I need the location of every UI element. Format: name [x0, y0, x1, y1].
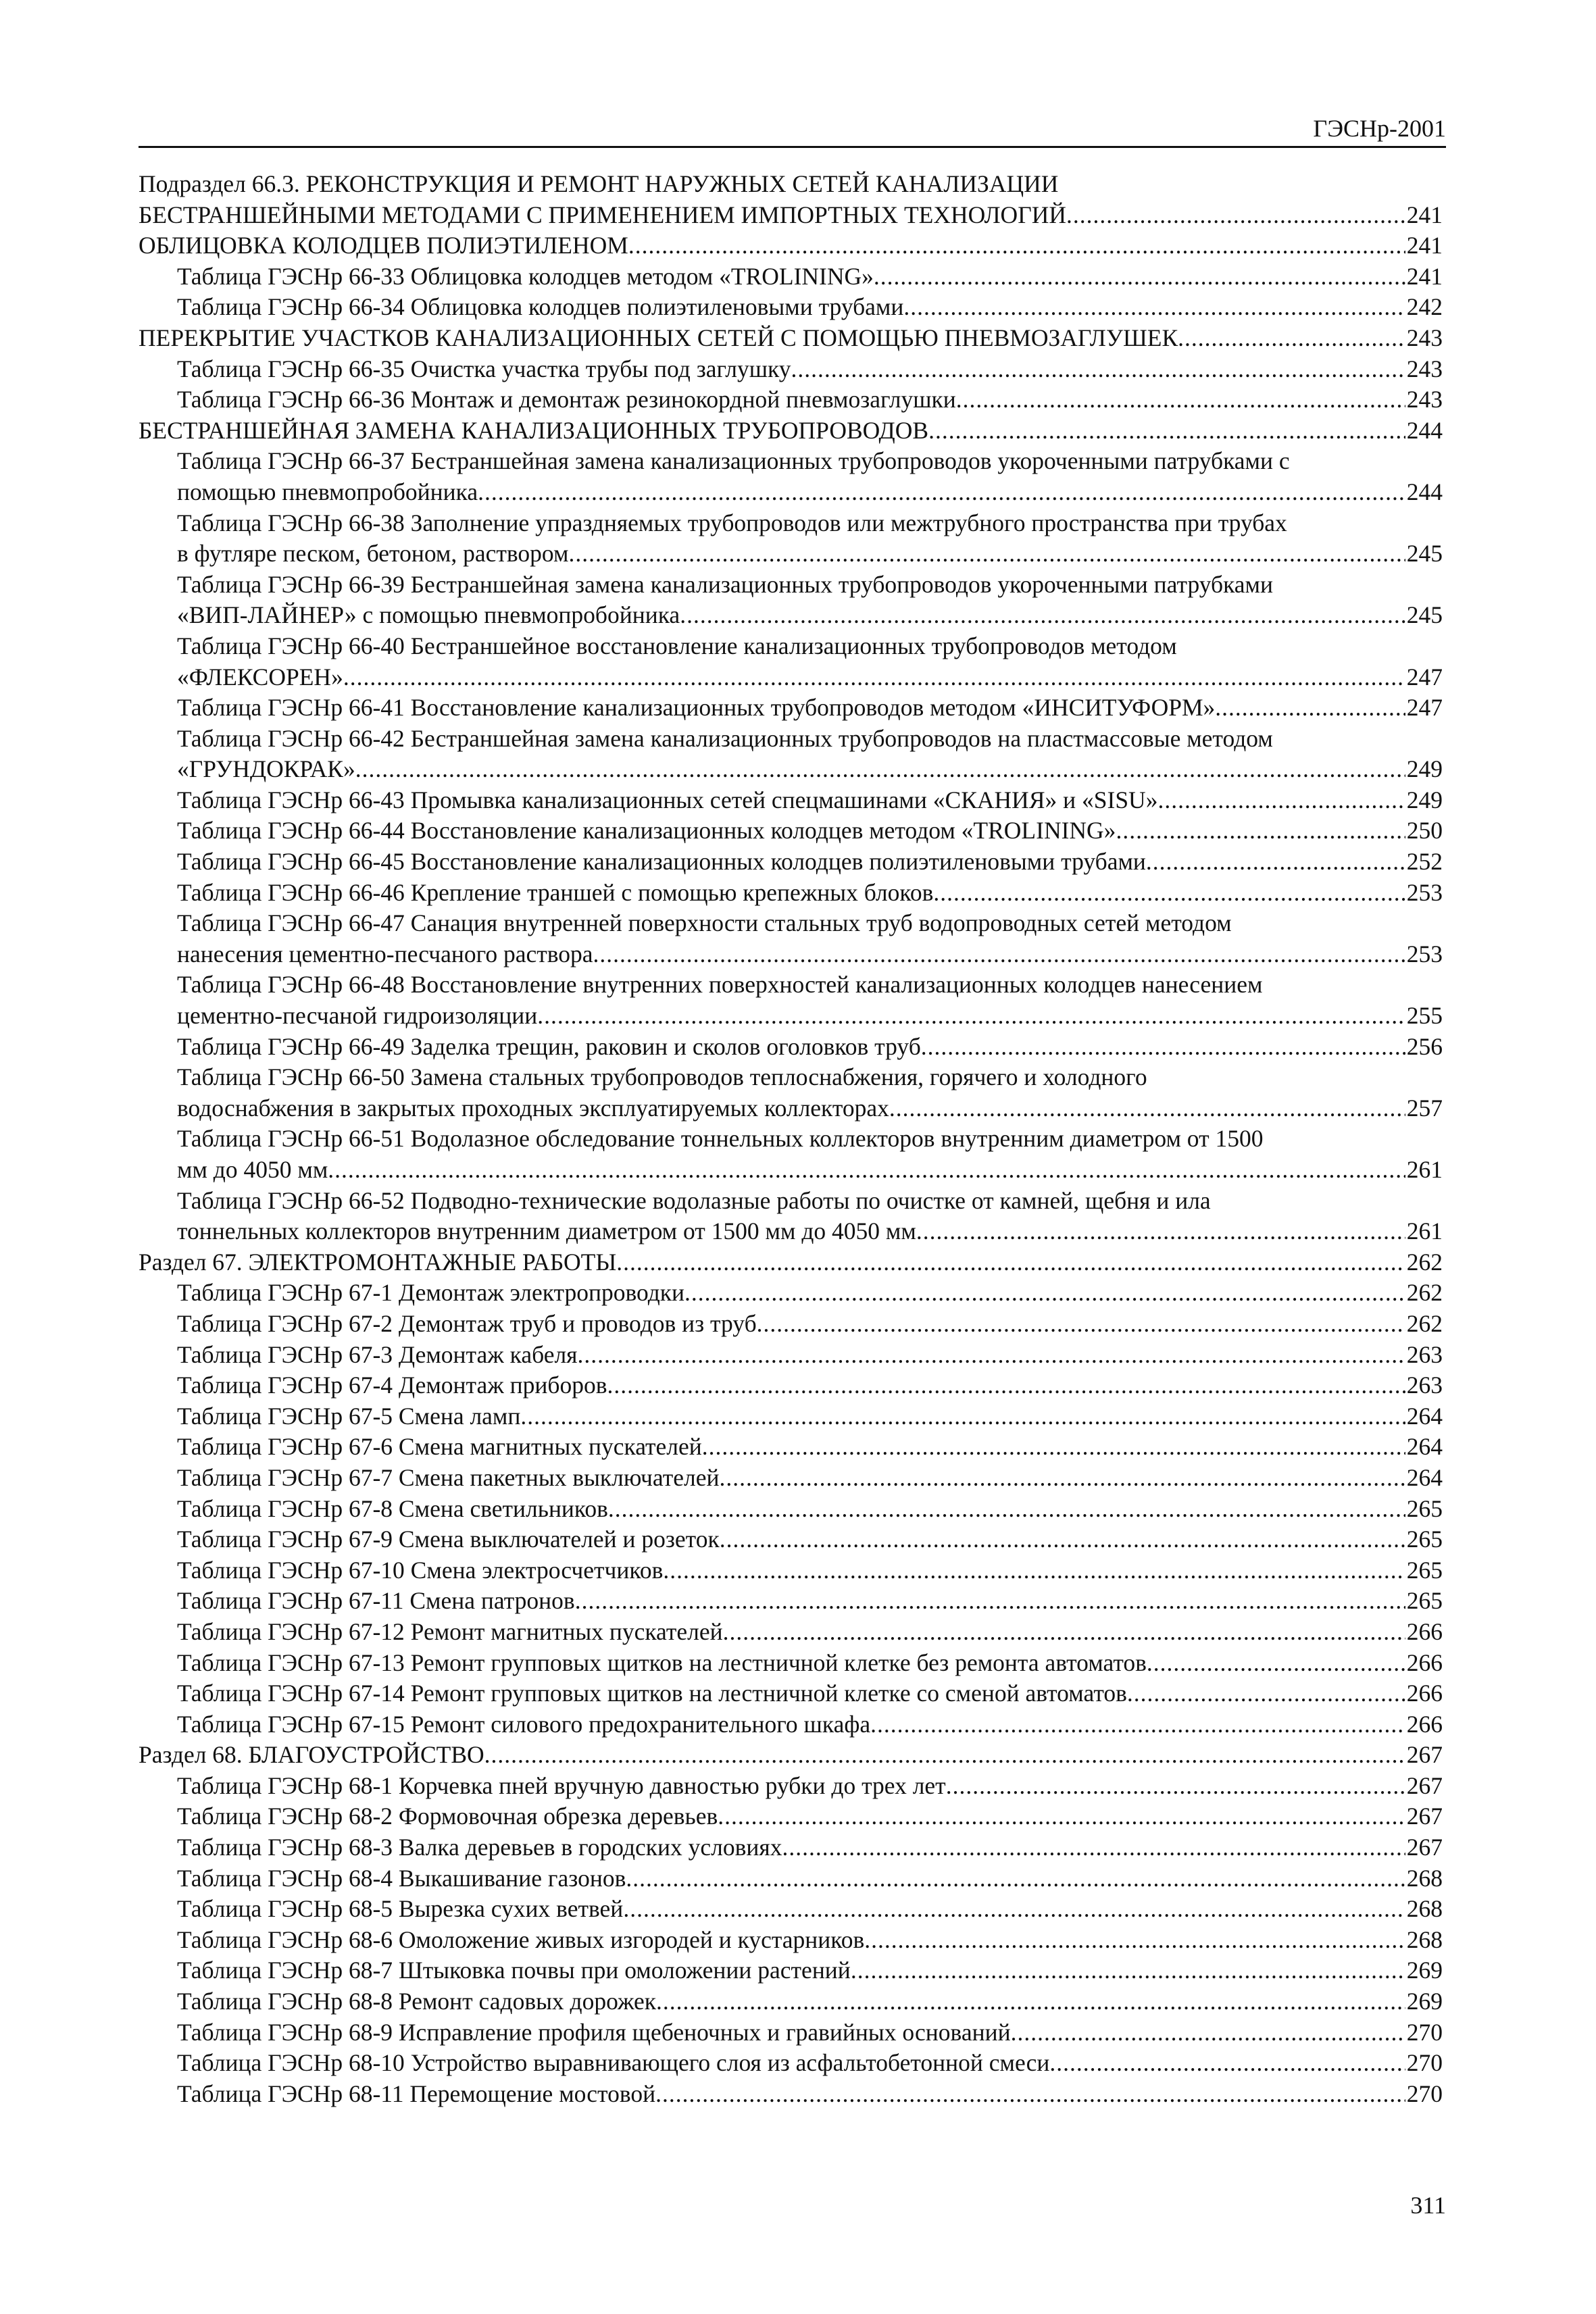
toc-entry-line [177, 878, 1443, 909]
toc-entry-page-number: 265 [1406, 1526, 1443, 1553]
toc-table-entry[interactable] [139, 292, 1443, 323]
dot-leader [1011, 2017, 1405, 2048]
toc-entry-page-number: 247 [1406, 663, 1443, 690]
toc-table-entry[interactable] [139, 1678, 1443, 1709]
dot-leader [889, 1093, 1405, 1124]
toc-entry-title: Раздел 68. БЛАГОУСТРОЙСТВО [139, 1741, 484, 1769]
toc-table-entry[interactable] [139, 631, 1443, 693]
toc-entry-title: «ВИП-ЛАЙНЕР» с помощью пневмопробойника [177, 601, 680, 629]
toc-entry-line [177, 600, 1443, 631]
dot-leader [607, 1370, 1405, 1401]
toc-table-entry[interactable] [139, 2079, 1443, 2110]
toc-entry-line [177, 939, 1443, 970]
toc-entry-page-number: 250 [1406, 817, 1443, 845]
toc-entry-title: помощью пневмопробойника [177, 478, 478, 505]
dot-leader [864, 1925, 1405, 1956]
toc-entry-page-number: 261 [1406, 1217, 1443, 1245]
toc-entry-title: Раздел 67. ЭЛЕКТРОМОНТАЖНЫЕ РАБОТЫ [139, 1248, 617, 1276]
toc-entry-title: Таблица ГЭСНр 68-1 Корчевка пней вручную давностью рубки до трех лет [177, 1771, 946, 1799]
toc-entry-line [177, 754, 1443, 785]
toc-entry-line [177, 1001, 1443, 1032]
toc-entry-title: Таблица ГЭСНр 67-10 Смена электросчетчиков [177, 1556, 664, 1584]
toc-entry-page-number: 256 [1406, 1032, 1443, 1060]
toc-entry-line [177, 1986, 1443, 2017]
toc-table-entry[interactable] [139, 724, 1443, 785]
toc-entry-page-number: 270 [1406, 2018, 1443, 2046]
toc-entry-line [177, 2048, 1443, 2079]
toc-section-entry[interactable] [139, 323, 1443, 354]
toc-section-entry[interactable] [139, 230, 1443, 261]
toc-entry-page-number: 263 [1406, 1340, 1443, 1368]
dot-leader [537, 1001, 1405, 1032]
toc-table-entry[interactable] [139, 1863, 1443, 1894]
toc-entry-line [177, 662, 1443, 693]
toc-entry-title: Таблица ГЭСНр 66-44 Восстановление канализационных колодцев методом «TROLINING» [177, 817, 1116, 845]
toc-table-entry[interactable] [139, 693, 1443, 724]
toc-table-entry[interactable] [139, 1955, 1443, 1986]
toc-entry-line [177, 1894, 1443, 1925]
dot-leader [680, 600, 1405, 631]
toc-entry-title: Таблица ГЭСНр 68-8 Ремонт садовых дорожек [177, 1988, 657, 2015]
toc-entry-page-number: 241 [1406, 232, 1443, 259]
toc-entry-line [177, 292, 1443, 323]
toc-entry-page-number: 249 [1406, 755, 1443, 783]
toc-entry-text-line: Таблица ГЭСНр 66-42 Бестраншейная замена канализационных трубопроводов на пластмассовые методом [177, 724, 1273, 752]
toc-table-entry[interactable] [139, 384, 1443, 416]
toc-entry-page-number: 245 [1406, 601, 1443, 629]
toc-entry-text-line: Таблица ГЭСНр 66-52 Подводно-технические водолазные работы по очистке от камней, щебня и ила [177, 1186, 1211, 1214]
dot-leader [956, 384, 1405, 416]
running-header-title: ГЭСНр-2001 [1313, 115, 1446, 142]
toc-entry-line [177, 815, 1443, 847]
toc-entry-title: Таблица ГЭСНр 66-36 Монтаж и демонтаж резинокордной пневмозаглушки [177, 386, 956, 413]
toc-entry-title: «ГРУНДОКРАК» [177, 755, 355, 783]
dot-leader [343, 662, 1405, 693]
toc-table-entry[interactable] [139, 1894, 1443, 1925]
toc-table-entry[interactable] [139, 1771, 1443, 1802]
toc-entry-line [177, 1863, 1443, 1894]
toc-entry-page-number: 269 [1406, 1957, 1443, 1984]
toc-entry-line [177, 1678, 1443, 1709]
toc-entry-title: ПЕРЕКРЫТИЕ УЧАСТКОВ КАНАЛИЗАЦИОННЫХ СЕТЕЙ С ПОМОЩЬЮ ПНЕВМОЗАГЛУШЕК [139, 324, 1178, 351]
toc-entry-title: БЕСТРАНШЕЙНЫМИ МЕТОДАМИ С ПРИМЕНЕНИЕМ ИМПОРТНЫХ ТЕХНОЛОГИЙ [139, 201, 1066, 228]
toc-entry-page-number: 264 [1406, 1463, 1443, 1491]
toc-table-entry[interactable] [139, 1062, 1443, 1124]
dot-leader [1116, 815, 1405, 847]
toc-entry-page-number: 243 [1406, 386, 1443, 413]
toc-entry-line [177, 2079, 1443, 2110]
toc-entry-page-number: 241 [1406, 262, 1443, 290]
toc-entry-line [177, 1278, 1443, 1309]
toc-entry-text-line: Таблица ГЭСНр 66-38 Заполнение упраздняемых трубопроводов или межтрубного пространства при трубах [177, 509, 1287, 536]
toc-entry-line [177, 1340, 1443, 1371]
toc-entry-line [177, 1801, 1443, 1832]
dot-leader [1066, 200, 1405, 231]
toc-entry-page-number: 265 [1406, 1587, 1443, 1615]
toc-entry-line [177, 1925, 1443, 1956]
toc-entry-page-number: 249 [1406, 786, 1443, 813]
dot-leader [478, 477, 1405, 508]
toc-entry-title: ОБЛИЦОВКА КОЛОДЦЕВ ПОЛИЭТИЛЕНОМ [139, 232, 628, 259]
toc-entry-title: Таблица ГЭСНр 68-7 Штыковка почвы при омоложении растений [177, 1957, 851, 1984]
toc-entry-line [177, 477, 1443, 508]
header-rule [139, 146, 1446, 148]
toc-entry-title: Таблица ГЭСНр 68-9 Исправление профиля щебеночных и гравийных оснований [177, 2018, 1011, 2046]
toc-entry-title: Таблица ГЭСНр 67-6 Смена магнитных пускателей [177, 1433, 702, 1461]
dot-leader [593, 939, 1405, 970]
toc-entry-title: Таблица ГЭСНр 67-9 Смена выключателей и розеток [177, 1526, 720, 1553]
toc-table-entry[interactable] [139, 1340, 1443, 1371]
toc-entry-page-number: 252 [1406, 848, 1443, 876]
toc-section-entry[interactable] [139, 169, 1443, 230]
dot-leader [1146, 847, 1405, 878]
toc-table-entry[interactable] [139, 1648, 1443, 1679]
toc-entry-page-number: 266 [1406, 1649, 1443, 1676]
table-of-contents [139, 169, 1443, 2109]
toc-entry-page-number: 265 [1406, 1556, 1443, 1584]
toc-entry-page-number: 267 [1406, 1803, 1443, 1830]
dot-leader [702, 1432, 1405, 1463]
toc-entry-line [177, 847, 1443, 878]
toc-entry-line [177, 538, 1443, 570]
toc-table-entry[interactable] [139, 1463, 1443, 1494]
toc-entry-title: Таблица ГЭСНр 68-3 Валка деревьев в городских условиях [177, 1834, 782, 1861]
toc-entry-line [177, 1370, 1443, 1401]
toc-entry-title: Таблица ГЭСНр 66-45 Восстановление канализационных колодцев полиэтиленовыми трубами [177, 848, 1146, 876]
toc-entry-page-number: 257 [1406, 1094, 1443, 1122]
toc-entry-title: мм до 4050 мм [177, 1156, 328, 1183]
toc-table-entry[interactable] [139, 1124, 1443, 1185]
toc-entry-title: Таблица ГЭСНр 66-49 Заделка трещин, раковин и сколов оголовков труб [177, 1032, 921, 1060]
toc-entry-page-number: 268 [1406, 1895, 1443, 1923]
toc-table-entry[interactable] [139, 785, 1443, 816]
toc-table-entry[interactable] [139, 2017, 1443, 2048]
dot-leader [655, 2079, 1405, 2110]
toc-entry-title: Таблица ГЭСНр 66-43 Промывка канализационных сетей спецмашинами «СКАНИЯ» и «SISU» [177, 786, 1158, 813]
toc-entry-page-number: 253 [1406, 940, 1443, 967]
dot-leader [578, 1340, 1405, 1371]
toc-entry-page-number: 265 [1406, 1494, 1443, 1522]
toc-entry-line [177, 785, 1443, 816]
toc-entry-title: Таблица ГЭСНр 68-11 Перемощение мостовой [177, 2080, 656, 2107]
dot-leader [663, 1555, 1405, 1586]
toc-entry-page-number: 241 [1406, 201, 1443, 228]
toc-table-entry[interactable] [139, 908, 1443, 970]
toc-entry-page-number: 267 [1406, 1771, 1443, 1799]
toc-table-entry[interactable] [139, 446, 1443, 507]
toc-entry-title: Таблица ГЭСНр 68-6 Омоложение живых изгородей и кустарников [177, 1926, 865, 1953]
toc-entry-line [177, 1524, 1443, 1555]
toc-entry-line [177, 1494, 1443, 1525]
toc-table-entry[interactable] [139, 970, 1443, 1031]
dot-leader [1147, 1648, 1405, 1679]
toc-entry-page-number: 264 [1406, 1402, 1443, 1430]
toc-entry-text-line: Таблица ГЭСНр 66-40 Бестраншейное восстановление канализационных трубопроводов методом [177, 632, 1177, 659]
toc-entry-page-number: 242 [1406, 293, 1443, 321]
dot-leader [933, 878, 1405, 909]
dot-leader [656, 1986, 1405, 2017]
toc-entry-page-number: 267 [1406, 1741, 1443, 1769]
toc-table-entry[interactable] [139, 1709, 1443, 1740]
toc-section-entry[interactable] [139, 416, 1443, 447]
dot-leader [720, 1524, 1405, 1555]
toc-entry-title: Таблица ГЭСНр 67-1 Демонтаж электропроводки [177, 1279, 684, 1307]
dot-leader [616, 1247, 1405, 1278]
toc-table-entry[interactable] [139, 1401, 1443, 1432]
dot-leader [684, 1278, 1405, 1309]
toc-entry-line [177, 1648, 1443, 1679]
toc-entry-text-line: Таблица ГЭСНр 66-48 Восстановление внутренних поверхностей канализационных колодцев нанесением [177, 971, 1263, 999]
toc-entry-title: Таблица ГЭСНр 67-7 Смена пакетных выключателей [177, 1463, 720, 1491]
toc-entry-page-number: 253 [1406, 878, 1443, 906]
toc-entry-title: Таблица ГЭСНр 67-4 Демонтаж приборов [177, 1372, 607, 1399]
toc-entry-line [139, 230, 1443, 261]
toc-entry-page-number: 266 [1406, 1710, 1443, 1738]
toc-entry-page-number: 270 [1406, 2049, 1443, 2077]
toc-entry-page-number: 245 [1406, 540, 1443, 568]
toc-entry-page-number: 267 [1406, 1834, 1443, 1861]
dot-leader [718, 1801, 1405, 1832]
toc-table-entry[interactable] [139, 1586, 1443, 1617]
toc-table-entry[interactable] [139, 1801, 1443, 1832]
toc-entry-line [177, 1432, 1443, 1463]
toc-table-entry[interactable] [139, 878, 1443, 909]
toc-table-entry[interactable] [139, 1617, 1443, 1648]
dot-leader [623, 1894, 1405, 1925]
toc-entry-page-number: 243 [1406, 355, 1443, 382]
toc-entry-page-number: 264 [1406, 1433, 1443, 1461]
dot-leader [791, 354, 1405, 385]
toc-table-entry[interactable] [139, 1032, 1443, 1063]
toc-entry-line [177, 1309, 1443, 1340]
dot-leader [575, 1586, 1405, 1617]
toc-table-entry[interactable] [139, 1494, 1443, 1525]
toc-entry-line [177, 1216, 1443, 1247]
toc-entry-line [139, 323, 1443, 354]
dot-leader [1157, 785, 1405, 816]
toc-entry-line [177, 1032, 1443, 1063]
toc-entry-title: Таблица ГЭСНр 67-2 Демонтаж труб и проводов из труб [177, 1309, 757, 1337]
dot-leader [921, 1032, 1405, 1063]
toc-entry-page-number: 268 [1406, 1864, 1443, 1892]
toc-entry-page-number: 266 [1406, 1680, 1443, 1707]
toc-entry-title: нанесения цементно-песчаного раствора [177, 940, 593, 967]
toc-entry-text-line: Таблица ГЭСНр 66-50 Замена стальных трубопроводов теплоснабжения, горячего и холодного [177, 1063, 1147, 1091]
toc-table-entry[interactable] [139, 1278, 1443, 1309]
toc-entry-line [139, 200, 1443, 231]
toc-entry-title: Таблица ГЭСНр 66-35 Очистка участка трубы под заглушку [177, 355, 791, 382]
toc-entry-line [177, 1401, 1443, 1432]
toc-entry-line [177, 1093, 1443, 1124]
dot-leader [355, 754, 1405, 785]
toc-entry-title: в футляре песком, бетоном, раствором [177, 540, 569, 568]
toc-entry-page-number: 262 [1406, 1279, 1443, 1307]
toc-entry-line [177, 1586, 1443, 1617]
toc-entry-title: Таблица ГЭСНр 67-12 Ремонт магнитных пускателей [177, 1617, 723, 1645]
dot-leader [946, 1771, 1405, 1802]
dot-leader [916, 1216, 1405, 1247]
dot-leader [870, 1709, 1405, 1740]
dot-leader [874, 261, 1405, 293]
dot-leader [1178, 323, 1405, 354]
toc-entry-line [177, 1617, 1443, 1648]
toc-entry-page-number: 269 [1406, 1988, 1443, 2015]
toc-entry-text-line: Таблица ГЭСНр 66-51 Водолазное обследование тоннельных коллекторов внутренним диаметром от 1500 [177, 1125, 1264, 1153]
dot-leader [608, 1494, 1405, 1525]
toc-entry-title: цементно-песчаной гидроизоляции [177, 1002, 538, 1030]
toc-entry-line [139, 1740, 1443, 1771]
toc-table-entry[interactable] [139, 1370, 1443, 1401]
toc-entry-title: Таблица ГЭСНр 67-8 Смена светильников [177, 1494, 608, 1522]
dot-leader [628, 230, 1405, 261]
toc-entry-title: Таблица ГЭСНр 67-11 Смена патронов [177, 1587, 575, 1615]
dot-leader [568, 538, 1405, 570]
toc-entry-page-number: 262 [1406, 1309, 1443, 1337]
toc-entry-line [177, 1771, 1443, 1802]
toc-table-entry[interactable] [139, 1309, 1443, 1340]
dot-leader [757, 1309, 1405, 1340]
toc-entry-title: Таблица ГЭСНр 67-5 Смена ламп [177, 1402, 521, 1430]
toc-table-entry[interactable] [139, 1524, 1443, 1555]
dot-leader [723, 1617, 1405, 1648]
toc-entry-page-number: 255 [1406, 1002, 1443, 1030]
toc-entry-line [177, 354, 1443, 385]
toc-entry-line [177, 1832, 1443, 1863]
toc-table-entry[interactable] [139, 354, 1443, 385]
toc-entry-page-number: 270 [1406, 2080, 1443, 2107]
toc-entry-text-line: Подраздел 66.3. РЕКОНСТРУКЦИЯ И РЕМОНТ НАРУЖНЫХ СЕТЕЙ КАНАЛИЗАЦИИ [139, 170, 1059, 197]
toc-table-entry[interactable] [139, 815, 1443, 847]
dot-leader [851, 1955, 1405, 1986]
toc-entry-title: тоннельных коллекторов внутренним диаметром от 1500 мм до 4050 мм [177, 1217, 916, 1245]
toc-entry-page-number: 244 [1406, 416, 1443, 444]
toc-entry-title: водоснабжения в закрытых проходных эксплуатируемых коллекторах [177, 1094, 889, 1122]
dot-leader [1215, 693, 1405, 724]
toc-entry-title: Таблица ГЭСНр 67-3 Демонтаж кабеля [177, 1340, 578, 1368]
toc-entry-title: Таблица ГЭСНр 68-5 Вырезка сухих ветвей [177, 1895, 624, 1923]
toc-table-entry[interactable] [139, 570, 1443, 631]
toc-entry-title: Таблица ГЭСНр 66-46 Крепление траншей с помощью крепежных блоков [177, 878, 934, 906]
toc-entry-title: БЕСТРАНШЕЙНАЯ ЗАМЕНА КАНАЛИЗАЦИОННЫХ ТРУБОПРОВОДОВ [139, 416, 929, 444]
toc-entry-page-number: 244 [1406, 478, 1443, 505]
toc-entry-title: Таблица ГЭСНр 68-10 Устройство выравнивающего слоя из асфальтобетонной смеси [177, 2049, 1050, 2077]
toc-entry-text-line: Таблица ГЭСНр 66-47 Санация внутренней поверхности стальных труб водопроводных сетей методом [177, 909, 1232, 937]
toc-entry-title: Таблица ГЭСНр 67-14 Ремонт групповых щитков на лестничной клетке со сменой автоматов [177, 1680, 1127, 1707]
toc-entry-line [177, 1155, 1443, 1186]
toc-section-entry[interactable] [139, 1740, 1443, 1771]
toc-table-entry[interactable] [139, 261, 1443, 293]
toc-entry-line [139, 416, 1443, 447]
toc-entry-title: Таблица ГЭСНр 66-41 Восстановление канализационных трубопроводов методом «ИНСИТУФОРМ» [177, 694, 1216, 722]
toc-entry-line [177, 693, 1443, 724]
dot-leader [328, 1155, 1405, 1186]
toc-entry-page-number: 266 [1406, 1617, 1443, 1645]
toc-entry-line [177, 2017, 1443, 2048]
toc-entry-title: Таблица ГЭСНр 68-2 Формовочная обрезка деревьев [177, 1803, 718, 1830]
dot-leader [1127, 1678, 1405, 1709]
toc-entry-line [177, 1709, 1443, 1740]
toc-entry-title: Таблица ГЭСНр 66-33 Облицовка колодцев методом «TROLINING» [177, 262, 874, 290]
toc-entry-page-number: 247 [1406, 694, 1443, 722]
dot-leader [1049, 2048, 1405, 2079]
dot-leader [520, 1401, 1405, 1432]
toc-entry-page-number: 261 [1406, 1156, 1443, 1183]
dot-leader [720, 1463, 1405, 1494]
toc-entry-text-line: Таблица ГЭСНр 66-37 Бестраншейная замена канализационных трубопроводов укороченными патрубками с [177, 447, 1290, 475]
toc-table-entry[interactable] [139, 1832, 1443, 1863]
dot-leader [626, 1863, 1405, 1894]
toc-entry-title: Таблица ГЭСНр 68-4 Выкашивание газонов [177, 1864, 626, 1892]
toc-entry-line [139, 1247, 1443, 1278]
toc-entry-page-number: 268 [1406, 1926, 1443, 1953]
toc-table-entry[interactable] [139, 1186, 1443, 1247]
toc-entry-line [177, 1555, 1443, 1586]
toc-table-entry[interactable] [139, 1432, 1443, 1463]
toc-entry-page-number: 243 [1406, 324, 1443, 351]
toc-entry-page-number: 262 [1406, 1248, 1443, 1276]
dot-leader [928, 416, 1405, 447]
page-number: 311 [1410, 2192, 1446, 2219]
toc-table-entry[interactable] [139, 508, 1443, 570]
dot-leader [782, 1832, 1405, 1863]
toc-table-entry[interactable] [139, 1555, 1443, 1586]
toc-table-entry[interactable] [139, 1986, 1443, 2017]
dot-leader [484, 1740, 1405, 1771]
toc-entry-line [177, 261, 1443, 293]
toc-entry-title: Таблица ГЭСНр 67-15 Ремонт силового предохранительного шкафа [177, 1710, 871, 1738]
toc-entry-page-number: 263 [1406, 1372, 1443, 1399]
dot-leader [903, 292, 1405, 323]
toc-entry-line [177, 1463, 1443, 1494]
toc-entry-line [177, 384, 1443, 416]
toc-entry-text-line: Таблица ГЭСНр 66-39 Бестраншейная замена канализационных трубопроводов укороченными патрубками [177, 570, 1274, 598]
toc-entry-title: Таблица ГЭСНр 66-34 Облицовка колодцев полиэтиленовыми трубами [177, 293, 904, 321]
toc-table-entry[interactable] [139, 847, 1443, 878]
toc-table-entry[interactable] [139, 2048, 1443, 2079]
toc-entry-title: «ФЛЕКСОРЕН» [177, 663, 343, 690]
toc-entry-title: Таблица ГЭСНр 67-13 Ремонт групповых щитков на лестничной клетке без ремонта автоматов [177, 1649, 1147, 1676]
toc-table-entry[interactable] [139, 1925, 1443, 1956]
toc-entry-line [177, 1955, 1443, 1986]
toc-section-entry[interactable] [139, 1247, 1443, 1278]
